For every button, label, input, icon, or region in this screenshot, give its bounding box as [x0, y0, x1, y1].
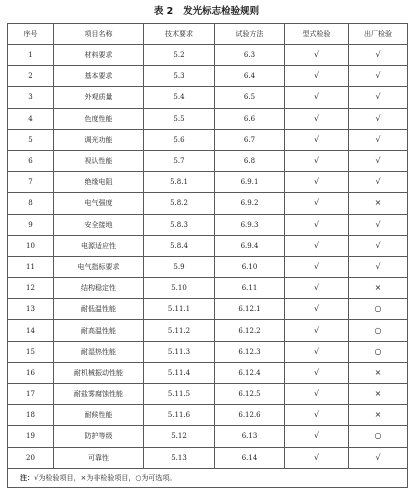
cell-no: 2 — [8, 66, 54, 87]
cell-item-name: 外观质量 — [54, 87, 144, 108]
cell-type-test: √ — [285, 193, 349, 214]
cell-factory-test: √ — [349, 66, 408, 87]
cell-tech-requirement: 5.8.2 — [144, 193, 215, 214]
cell-factory-test: ○ — [349, 320, 408, 341]
cell-no: 8 — [8, 193, 54, 214]
table-row — [8, 150, 408, 171]
cell-no: 18 — [8, 405, 54, 426]
cell-test-method: 6.5 — [215, 87, 285, 108]
cell-no: 14 — [8, 320, 54, 341]
header-no: 序号 — [8, 24, 54, 45]
cell-factory-test: × — [349, 193, 408, 214]
cell-factory-test: × — [349, 278, 408, 299]
cell-tech-requirement: 5.11.5 — [144, 384, 215, 405]
cell-tech-requirement: 5.13 — [144, 447, 215, 468]
cell-item-name: 基本要求 — [54, 66, 144, 87]
cell-tech-requirement: 5.6 — [144, 129, 215, 150]
cell-test-method: 6.9.1 — [215, 172, 285, 193]
table-row — [8, 447, 408, 468]
cell-tech-requirement: 5.11.2 — [144, 320, 215, 341]
cell-type-test: √ — [285, 235, 349, 256]
cell-test-method: 6.14 — [215, 447, 285, 468]
table-row — [8, 278, 408, 299]
cell-test-method: 6.6 — [215, 108, 285, 129]
table-row — [8, 235, 408, 256]
cell-no: 6 — [8, 150, 54, 171]
cell-tech-requirement: 5.5 — [144, 108, 215, 129]
cell-type-test: √ — [285, 405, 349, 426]
cell-no: 3 — [8, 87, 54, 108]
cell-test-method: 6.12.3 — [215, 341, 285, 362]
header-item-name: 项目名称 — [54, 24, 144, 45]
cell-factory-test: √ — [349, 45, 408, 66]
cell-tech-requirement: 5.7 — [144, 150, 215, 171]
cell-test-method: 6.4 — [215, 66, 285, 87]
cell-test-method: 6.9.2 — [215, 193, 285, 214]
inspection-rules-table — [7, 23, 408, 488]
cell-type-test: √ — [285, 426, 349, 447]
cell-factory-test: √ — [349, 150, 408, 171]
cell-no: 9 — [8, 214, 54, 235]
cell-tech-requirement: 5.11.1 — [144, 299, 215, 320]
table-row — [8, 87, 408, 108]
cell-tech-requirement: 5.9 — [144, 256, 215, 277]
cell-test-method: 6.8 — [215, 150, 285, 171]
cell-factory-test: √ — [349, 235, 408, 256]
cell-item-name: 色度性能 — [54, 108, 144, 129]
cell-item-name: 材料要求 — [54, 45, 144, 66]
cell-tech-requirement: 5.8.4 — [144, 235, 215, 256]
cell-item-name: 结构稳定性 — [54, 278, 144, 299]
cell-factory-test: × — [349, 362, 408, 383]
cell-test-method: 6.12.2 — [215, 320, 285, 341]
cell-type-test: √ — [285, 87, 349, 108]
header-test-method: 试验方法 — [215, 24, 285, 45]
header-type-test: 型式检验 — [285, 24, 349, 45]
cell-no: 5 — [8, 129, 54, 150]
cell-type-test: √ — [285, 150, 349, 171]
cell-test-method: 6.13 — [215, 426, 285, 447]
cell-type-test: √ — [285, 129, 349, 150]
cell-item-name: 耐盐雾腐蚀性能 — [54, 384, 144, 405]
cell-test-method: 6.12.5 — [215, 384, 285, 405]
cell-tech-requirement: 5.8.3 — [144, 214, 215, 235]
cell-item-name: 调光功能 — [54, 129, 144, 150]
header-tech-requirement: 技术要求 — [144, 24, 215, 45]
cell-type-test: √ — [285, 362, 349, 383]
cell-type-test: √ — [285, 172, 349, 193]
cell-tech-requirement: 5.3 — [144, 66, 215, 87]
table-row — [8, 108, 408, 129]
table-row — [8, 214, 408, 235]
table-row — [8, 66, 408, 87]
cell-item-name: 耐高温性能 — [54, 320, 144, 341]
cell-type-test: √ — [285, 341, 349, 362]
cell-no: 20 — [8, 447, 54, 468]
table-row — [8, 172, 408, 193]
note-label: 注： — [20, 473, 34, 482]
cell-test-method: 6.10 — [215, 256, 285, 277]
cell-item-name: 电气指标要求 — [54, 256, 144, 277]
cell-no: 16 — [8, 362, 54, 383]
cell-test-method: 6.12.4 — [215, 362, 285, 383]
cell-item-name: 绝缘电阻 — [54, 172, 144, 193]
table-row — [8, 45, 408, 66]
cell-item-name: 电源适应性 — [54, 235, 144, 256]
cell-no: 11 — [8, 256, 54, 277]
cell-item-name: 可靠性 — [54, 447, 144, 468]
cell-factory-test: √ — [349, 214, 408, 235]
cell-factory-test: × — [349, 405, 408, 426]
cell-test-method: 6.9.4 — [215, 235, 285, 256]
cell-item-name: 耐机械振动性能 — [54, 362, 144, 383]
table-row — [8, 426, 408, 447]
cell-no: 12 — [8, 278, 54, 299]
cell-type-test: √ — [285, 108, 349, 129]
table-body — [8, 45, 408, 469]
cell-no: 19 — [8, 426, 54, 447]
table-row — [8, 341, 408, 362]
cell-no: 7 — [8, 172, 54, 193]
cell-item-name: 视认性能 — [54, 150, 144, 171]
cell-factory-test: × — [349, 384, 408, 405]
cell-no: 15 — [8, 341, 54, 362]
cell-item-name: 安全接地 — [54, 214, 144, 235]
table-row — [8, 299, 408, 320]
cell-item-name: 防护等级 — [54, 426, 144, 447]
table-row — [8, 129, 408, 150]
cell-no: 4 — [8, 108, 54, 129]
cell-factory-test: √ — [349, 172, 408, 193]
cell-tech-requirement: 5.11.4 — [144, 362, 215, 383]
table-row — [8, 362, 408, 383]
cell-factory-test: ○ — [349, 426, 408, 447]
cell-no: 13 — [8, 299, 54, 320]
cell-item-name: 耐低温性能 — [54, 299, 144, 320]
cell-tech-requirement: 5.12 — [144, 426, 215, 447]
cell-no: 17 — [8, 384, 54, 405]
cell-factory-test: √ — [349, 108, 408, 129]
cell-tech-requirement: 5.11.3 — [144, 341, 215, 362]
cell-tech-requirement: 5.11.6 — [144, 405, 215, 426]
cell-type-test: √ — [285, 278, 349, 299]
cell-test-method: 6.7 — [215, 129, 285, 150]
cell-item-name: 耐候性能 — [54, 405, 144, 426]
cell-factory-test: √ — [349, 256, 408, 277]
header-factory-test: 出厂检验 — [349, 24, 408, 45]
cell-factory-test: √ — [349, 129, 408, 150]
cell-no: 10 — [8, 235, 54, 256]
cell-factory-test: √ — [349, 87, 408, 108]
cell-test-method: 6.12.1 — [215, 299, 285, 320]
cell-type-test: √ — [285, 214, 349, 235]
table-row — [8, 193, 408, 214]
cell-type-test: √ — [285, 447, 349, 468]
cell-test-method: 6.3 — [215, 45, 285, 66]
table-note — [8, 468, 408, 487]
cell-tech-requirement: 5.10 — [144, 278, 215, 299]
cell-type-test: √ — [285, 66, 349, 87]
cell-test-method: 6.9.3 — [215, 214, 285, 235]
table-caption: 表 2 发光标志检验规则 — [153, 6, 260, 17]
cell-type-test: √ — [285, 320, 349, 341]
cell-no: 1 — [8, 45, 54, 66]
table-header-row — [8, 24, 408, 45]
cell-type-test: √ — [285, 299, 349, 320]
table-row — [8, 320, 408, 341]
table-row — [8, 384, 408, 405]
cell-type-test: √ — [285, 45, 349, 66]
table-row — [8, 405, 408, 426]
cell-test-method: 6.11 — [215, 278, 285, 299]
table-row — [8, 256, 408, 277]
note-text: √为检验项目，×为非检验项目，○为可选项。 — [34, 473, 177, 482]
cell-item-name: 耐湿热性能 — [54, 341, 144, 362]
note-row — [8, 468, 408, 487]
cell-tech-requirement: 5.4 — [144, 87, 215, 108]
cell-factory-test: ○ — [349, 341, 408, 362]
cell-factory-test: √ — [349, 447, 408, 468]
cell-tech-requirement: 5.2 — [144, 45, 215, 66]
cell-type-test: √ — [285, 256, 349, 277]
cell-factory-test: ○ — [349, 299, 408, 320]
cell-test-method: 6.12.6 — [215, 405, 285, 426]
cell-item-name: 电气强度 — [54, 193, 144, 214]
cell-type-test: √ — [285, 384, 349, 405]
cell-tech-requirement: 5.8.1 — [144, 172, 215, 193]
